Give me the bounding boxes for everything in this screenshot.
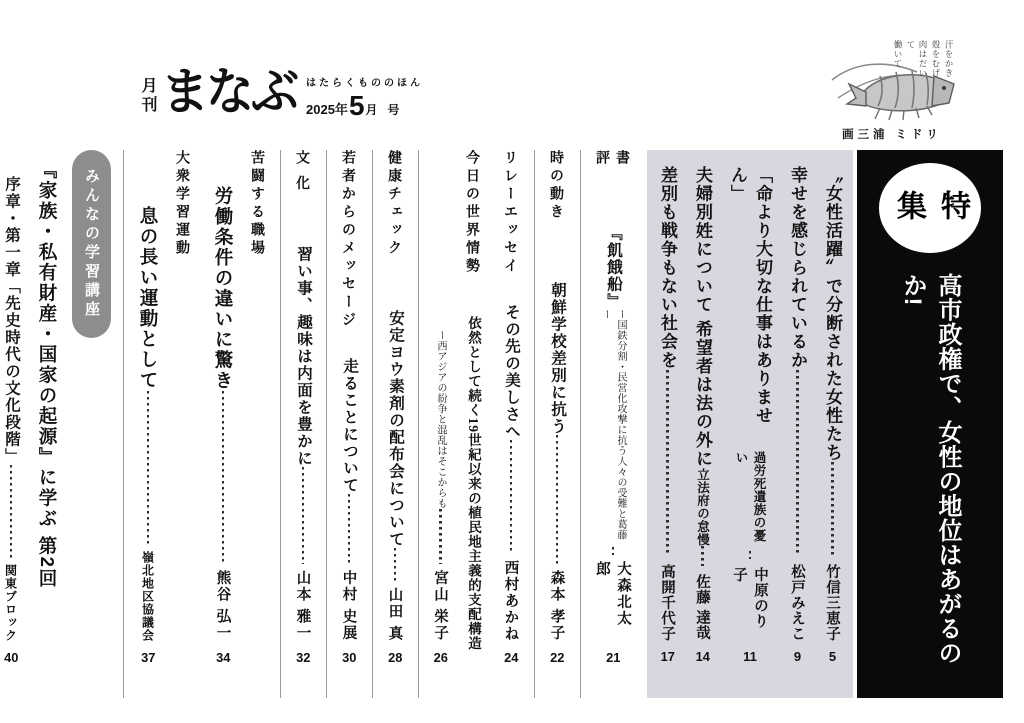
feature-bar-line (857, 150, 1003, 698)
article-page: 5 (828, 650, 837, 663)
entry-page: 28 (388, 651, 403, 664)
toc-entry (586, 150, 640, 698)
feature-article (720, 155, 780, 693)
entry-author: 宮山 栄子 (432, 570, 448, 642)
entry-title: 習い事、趣味は内面を豊かに (295, 245, 312, 467)
dotted-leader (222, 391, 225, 564)
dotted-leader (348, 494, 351, 564)
section-group-struggling-workplace (204, 150, 281, 698)
issue-month-label: 月 (365, 103, 378, 118)
entry-title: 息の長い運動として (138, 206, 159, 391)
scribble-line: 働いて (893, 40, 903, 69)
entry-page: 26 (433, 651, 448, 664)
illustration-scribble-text (891, 40, 956, 86)
feature-main-title: 高市政権で、女性の地位はあがるのか! (899, 272, 961, 665)
toc-entry (378, 150, 412, 698)
section-group-relay-essay (494, 150, 535, 698)
article-page: 14 (695, 650, 710, 663)
issue-month-number: 5 (348, 90, 365, 121)
article-title: 幸せを感じられているか (788, 166, 807, 370)
magazine-tagline: はたらくもののほん (306, 78, 424, 89)
article-page: 9 (793, 650, 802, 663)
section-label: 苦闘する職場 (250, 150, 266, 258)
feature-badge: 特集 (879, 163, 981, 253)
toc-entry-continued (0, 150, 28, 698)
illustration-credit: 画三浦 ミドリ (842, 129, 942, 141)
section-group-world-situation (424, 150, 489, 698)
article-title: 「命より大切な仕事はありません」 (728, 166, 772, 425)
article-subtitle: 過労死遺族の憂い (734, 450, 766, 542)
toc-entry (494, 150, 528, 698)
section-label: 健康チェック (387, 150, 403, 258)
feature-article (780, 155, 815, 693)
section-label: 大衆学習運動 (175, 150, 191, 258)
entry-page: 32 (296, 651, 311, 664)
article-author: 佐藤 達哉 (694, 574, 710, 641)
entry-title: 『家族・私有財産・国家の起源』に学ぶ 第2回 (37, 160, 58, 590)
scribble-line: 肉はだいて (906, 40, 928, 78)
section-group-current-events (540, 150, 581, 698)
dotted-leader (302, 467, 305, 564)
dotted-leader (749, 551, 752, 559)
section-label: 時の動き (549, 150, 565, 222)
toc-entry (286, 150, 320, 698)
article-author: 竹信三恵子 (824, 563, 840, 641)
section-group-culture (286, 150, 327, 698)
section-group-study-course (0, 150, 124, 698)
toc-entry (28, 150, 66, 698)
feature-article (685, 155, 720, 693)
entry-page: 21 (606, 651, 621, 664)
study-course-badge: みんなの学習講座 (72, 150, 111, 338)
toc-entry-continued (424, 150, 457, 698)
entry-title: 走ることについて (341, 358, 358, 494)
article-title: 差別も戦争もない社会を (658, 166, 677, 370)
entry-page: 22 (550, 651, 565, 664)
entry-page: 40 (4, 651, 19, 664)
dotted-leader (666, 370, 669, 556)
entry-author: 西村あかね (502, 559, 519, 642)
shrimp-illustration (822, 40, 962, 122)
magazine-logo: まなぶ (161, 64, 297, 121)
dotted-leader (796, 370, 799, 556)
dotted-leader (701, 546, 704, 566)
masthead (136, 64, 424, 121)
entry-title: 労働条件の違いに驚き (213, 186, 234, 391)
article-page: 11 (743, 650, 757, 663)
dotted-leader (147, 391, 150, 546)
entry-page: 30 (342, 651, 357, 664)
entry-author: 熊谷 弘一 (214, 570, 231, 642)
scribble-line: 殻をむげ (931, 40, 941, 78)
entry-author: 嶺北地区協議会 (140, 551, 155, 642)
entry-page: 34 (216, 651, 231, 664)
article-title: 夫婦別姓について 希望者は法の外に (693, 166, 712, 469)
table-of-contents (0, 150, 1008, 698)
section-group-mass-study-movement (129, 150, 199, 698)
dotted-leader (439, 509, 442, 565)
cover-illustration (822, 40, 962, 142)
dotted-leader (556, 435, 559, 564)
entry-title: その先の美しさへ (503, 304, 520, 440)
section-label-line (167, 150, 199, 698)
entry-title: 安定ヨウ素剤の配布会について (387, 310, 404, 548)
entry-title: 依然として続く19世紀以来の植民地主義的支配構造 (466, 316, 481, 651)
section-label: 書 評 (595, 150, 631, 168)
section-label: 今日の世界情勢 (465, 150, 481, 276)
issue-block (306, 74, 424, 121)
section-group-book-review (586, 150, 640, 698)
feature-article (815, 155, 850, 693)
entry-subtitle: ー国鉄分割・民営化攻撃に抗う人々の受難と葛藤ー (600, 308, 626, 540)
article-author: 松戸みえこ (789, 563, 805, 641)
entry-title: 朝鮮学校差別に抗う (549, 282, 566, 435)
entry-author: 山田 真 (386, 586, 403, 642)
toc-entry (129, 150, 167, 698)
section-label: リレーエッセイ (503, 150, 519, 276)
entry-subtitle: 序章・第一章「先史時代の文化段階」 (3, 176, 20, 465)
toc-entry (204, 150, 242, 698)
dotted-leader (510, 440, 513, 554)
section-group-health-check (378, 150, 419, 698)
logo-monthly-label: 月刊 (139, 77, 156, 115)
study-course-badge-line (66, 150, 117, 698)
entry-author: 大森北太郎 (594, 560, 631, 627)
article-subtitle: 立法府の怠慢 (695, 468, 710, 547)
dotted-leader (831, 462, 834, 556)
article-author: 中原のり子 (731, 566, 768, 629)
entry-author: 関東ブロック (3, 564, 18, 642)
toc-entry (540, 150, 574, 698)
entry-page: 24 (504, 651, 519, 664)
entry-page: 37 (141, 651, 156, 664)
issue-line (306, 90, 423, 121)
feature-article-box (647, 150, 853, 698)
section-label: 若者からのメッセージ (341, 150, 357, 330)
toc-entry (457, 150, 489, 698)
entry-author: 中村 史展 (340, 570, 357, 642)
feature-title-bar (857, 150, 1003, 698)
entry-author: 山本 雅一 (294, 570, 311, 642)
article-title: 〝女性活躍〟で分断された女性たち (823, 166, 842, 462)
dotted-leader (10, 465, 13, 558)
section-label-line (242, 150, 274, 698)
entry-author: 森本 孝子 (548, 570, 565, 642)
toc-entry (332, 150, 366, 698)
article-page: 17 (660, 650, 675, 663)
entry-subtitle: ー西アジアの紛争と混乱はそこからも (435, 330, 446, 509)
issue-year: 2025年 (306, 102, 348, 118)
article-author: 高開千代子 (659, 563, 675, 641)
section-group-youth-message (332, 150, 373, 698)
issue-number-label: 号 (387, 103, 400, 118)
section-label: 文 化 (295, 150, 311, 194)
dotted-leader (394, 548, 397, 581)
feature-article (650, 155, 685, 693)
dotted-leader (612, 547, 615, 555)
entry-title: 『飢餓船』 (605, 225, 622, 311)
scribble-line: 汗をかき (944, 40, 954, 78)
